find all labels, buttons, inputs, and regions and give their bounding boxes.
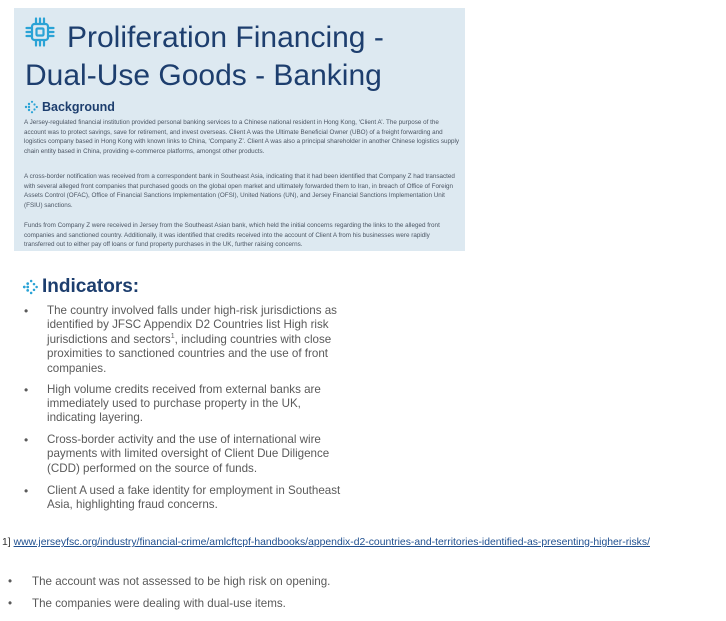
- arrow-right-icon: [24, 100, 38, 114]
- list-item-text: The country involved falls under high-risk jurisdictions as identified by JFSC Appendix D2 Countries list High risk jurisdictions and sectors: [47, 304, 337, 346]
- indicators-list: [22, 304, 352, 520]
- footnote-link[interactable]: www.jerseyfsc.org/industry/financial-crime/amlcftcpf-handbooks/appendix-d2-countries-and-territories-identified-as-presenting-higher-risks/: [13, 537, 650, 548]
- list-item: • The account was not assessed to be high risk on opening.: [8, 575, 330, 589]
- background-heading-text: Background: [42, 100, 115, 114]
- arrow-right-icon: [22, 279, 38, 295]
- background-paragraph-2: A cross-border notification was received from a correspondent bank in Southeast Asia, indicating that it had been identified that Company Z had transacted with several alleged front companies that purchased goods on the global open market and ultimately forwarded them to Iran, in breach of Office of Foreign Assets Control (OFAC), Office of Financial Sanctions Implementation (OFSI), United Nations (UN), and Jersey Financial Sanctions Implementation Unit (FSIU) sanctions.: [24, 173, 455, 209]
- background-paragraph-3: Funds from Company Z were received in Jersey from the Southeast Asian bank, which held the initial concerns regarding the links to the alleged front companies and sanctioned country. Additionally, it was identified that credits received into the account of Client A from his businesses were rapidly transferred out to either pay off loans or fund property purchases in the UK, further raising concerns.: [24, 222, 440, 249]
- background-heading: [24, 100, 115, 114]
- background-paragraph-1: A Jersey-regulated financial institution provided personal banking services to a Chinese national resident in Hong Kong, ‘Client A’. The purpose of the account was to protect savings, save for retirement, and invest overseas. Client A was the Ultimate Beneficial Owner (UBO) of a freight forwarding and logistics company based in Hong Kong with known links to China, ‘Company Z’. Client A was also a principal shareholder in another Chinese logistics supply chain entity based in China, providing e-commerce platforms, amongst other products.: [24, 119, 460, 155]
- page-title: Proliferation Financing - Dual-Use Goods - Banking: [25, 21, 384, 92]
- footnote-ref: 1: [170, 332, 175, 340]
- list-item-text-tail: , including countries with close proximities to sanctioned countries and the use of front companies.: [47, 332, 332, 375]
- list-item: [22, 304, 352, 376]
- indicators-heading-text: Indicators:: [42, 276, 140, 297]
- list-item: • Client A used a fake identity for employment in Southeast Asia, highlighting fraud concerns.: [22, 484, 352, 514]
- list-item: • The companies were dealing with dual-use items.: [8, 597, 330, 611]
- list-item: • High volume credits received from external banks are immediately used to purchase property in the UK, indicating layering.: [22, 383, 352, 427]
- indicators-heading: [22, 276, 139, 298]
- case-study-panel: [14, 8, 465, 251]
- footnote: [2, 537, 650, 548]
- additional-indicators-list: [8, 575, 330, 619]
- footnote-marker: 1]: [2, 537, 11, 548]
- list-item: • Cross-border activity and the use of international wire payments with limited oversight of Client Due Diligence (CDD) performed on the source of funds.: [22, 433, 352, 477]
